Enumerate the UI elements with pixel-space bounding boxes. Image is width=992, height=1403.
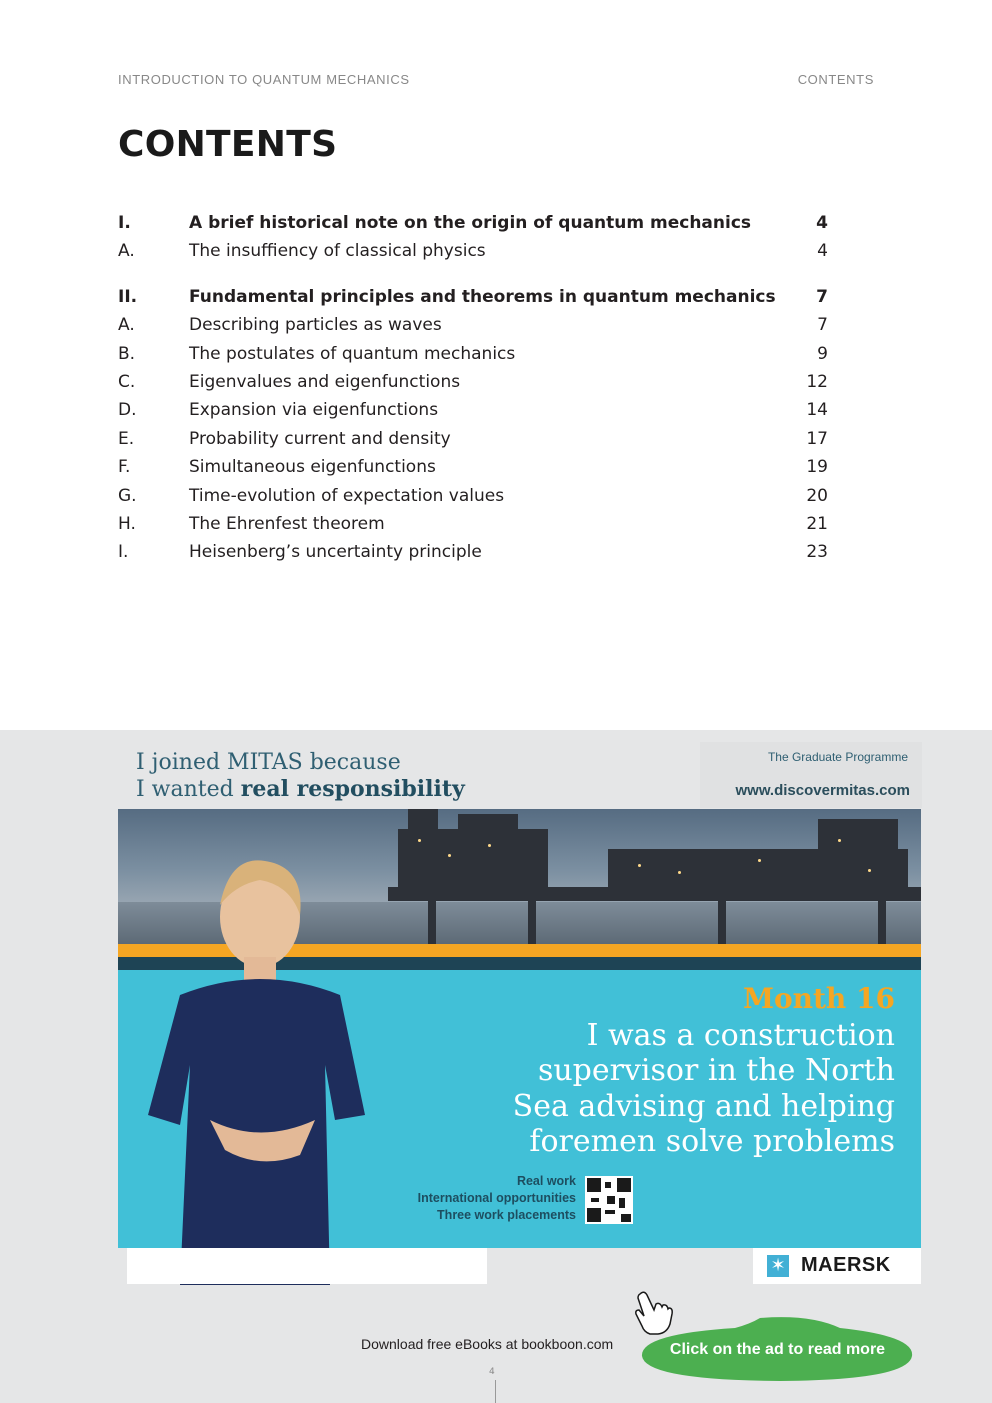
- cta-button[interactable]: Click on the ad to read more: [669, 1341, 886, 1358]
- rig-tower-2: [458, 814, 518, 834]
- toc-page: 12: [806, 371, 828, 392]
- ad-footer-bar: [127, 1248, 487, 1284]
- rig-light: [638, 864, 641, 867]
- toc-section-row[interactable]: [118, 209, 828, 237]
- pointer-hand-icon: [632, 1290, 674, 1345]
- toc-title: Simultaneous eigenfunctions: [189, 457, 436, 478]
- toc-title: Time-evolution of expectation values: [189, 485, 505, 506]
- toc-row[interactable]: [118, 510, 828, 538]
- rig-light: [838, 839, 841, 842]
- woman-illustration: [140, 845, 380, 1285]
- toc-row[interactable]: [118, 311, 828, 339]
- toc-num: F.: [118, 457, 131, 478]
- header-book-title: INTRODUCTION TO QUANTUM MECHANICS: [118, 72, 410, 87]
- toc-num: D.: [118, 400, 137, 421]
- toc-row[interactable]: [118, 453, 828, 481]
- toc-num: H.: [118, 513, 136, 534]
- toc-num: I.: [118, 542, 129, 563]
- rig-light: [868, 869, 871, 872]
- toc-page: 23: [806, 542, 828, 563]
- ad-tagline: [136, 750, 465, 803]
- rig-light: [418, 839, 421, 842]
- toc-row[interactable]: [118, 425, 828, 453]
- toc-page: 9: [817, 343, 828, 364]
- ad-quote: I was a construction supervisor in the North Sea advising and helping foremen solve problems: [512, 1018, 895, 1160]
- page-divider: [495, 1380, 496, 1403]
- toc-page: 19: [806, 457, 828, 478]
- rig-light: [758, 859, 761, 862]
- brand-name: MAERSK: [801, 1254, 891, 1276]
- download-text: Download free eBooks at bookboon.com: [361, 1336, 614, 1352]
- toc-title: Eigenvalues and eigenfunctions: [189, 371, 461, 392]
- toc-row[interactable]: [118, 396, 828, 424]
- advertisement[interactable]: [0, 730, 992, 1403]
- ad-bullets: [380, 1173, 576, 1224]
- header-section-title: CONTENTS: [797, 72, 874, 87]
- rig-deck: [388, 887, 921, 901]
- page-number: 4: [489, 1367, 495, 1377]
- toc-page: 17: [806, 428, 828, 449]
- qr-code-icon[interactable]: [585, 1176, 633, 1224]
- toc-page: 21: [806, 513, 828, 534]
- rig-leg-1: [428, 899, 436, 944]
- toc-row[interactable]: [118, 482, 828, 510]
- star-icon: ✶: [767, 1255, 789, 1277]
- rig-light: [678, 871, 681, 874]
- toc-num: A.: [118, 241, 135, 262]
- toc-num: B.: [118, 343, 136, 364]
- toc-title: Describing particles as waves: [189, 315, 442, 336]
- ad-bullet: International opportunities: [417, 1191, 576, 1205]
- rig-structure-2: [608, 849, 908, 889]
- ad-tagline-line-1: I joined MITAS because: [136, 750, 401, 775]
- rig-structure-1: [398, 829, 548, 889]
- toc-page: 4: [817, 241, 828, 262]
- toc-page: 7: [817, 315, 828, 336]
- toc-title: Fundamental principles and theorems in quantum mechanics: [189, 286, 776, 307]
- toc-num: E.: [118, 428, 135, 449]
- toc-section-row[interactable]: [118, 283, 828, 311]
- toc-title: A brief historical note on the origin of quantum mechanics: [189, 213, 752, 233]
- ad-header-box: [700, 742, 922, 808]
- table-of-contents: [118, 209, 828, 567]
- toc-title: Expansion via eigenfunctions: [189, 400, 439, 421]
- rig-tower-3: [818, 819, 898, 854]
- maersk-logo: [753, 1248, 921, 1284]
- ad-url-link[interactable]: www.discovermitas.com: [735, 782, 910, 799]
- rig-leg-4: [878, 899, 886, 944]
- toc-title: The insuffiency of classical physics: [189, 241, 486, 262]
- ad-bullet: Real work: [516, 1174, 576, 1188]
- ad-bullet: Three work placements: [437, 1208, 576, 1222]
- ad-graduate-programme: The Graduate Programme: [767, 750, 908, 764]
- toc-page: 4: [816, 213, 828, 233]
- toc-page: 14: [806, 400, 828, 421]
- rig-leg-2: [528, 899, 536, 944]
- toc-row[interactable]: [118, 538, 828, 566]
- page-title: CONTENTS: [118, 124, 338, 165]
- toc-row[interactable]: [118, 340, 828, 368]
- toc-num: I.: [118, 213, 131, 233]
- rig-tower-1: [408, 809, 438, 834]
- ad-tagline-prefix: I wanted: [136, 777, 241, 802]
- toc-page: 20: [806, 485, 828, 506]
- toc-row[interactable]: [118, 237, 828, 265]
- rig-light: [448, 854, 451, 857]
- toc-page: 7: [816, 286, 828, 307]
- toc-title: Heisenberg’s uncertainty principle: [189, 542, 482, 563]
- toc-num: G.: [118, 485, 137, 506]
- toc-num: II.: [118, 286, 138, 307]
- toc-row[interactable]: [118, 368, 828, 396]
- toc-num: C.: [118, 371, 136, 392]
- toc-title: Probability current and density: [189, 428, 451, 449]
- rig-leg-3: [718, 899, 726, 944]
- running-header: [118, 72, 874, 92]
- rig-light: [488, 844, 491, 847]
- toc-title: The Ehrenfest theorem: [189, 513, 385, 534]
- toc-num: A.: [118, 315, 135, 336]
- ad-tagline-emphasis: real responsibility: [240, 776, 465, 802]
- ad-tagline-line-2: [136, 776, 465, 803]
- toc-title: The postulates of quantum mechanics: [189, 343, 516, 364]
- ad-month-label: Month 16: [742, 982, 895, 1015]
